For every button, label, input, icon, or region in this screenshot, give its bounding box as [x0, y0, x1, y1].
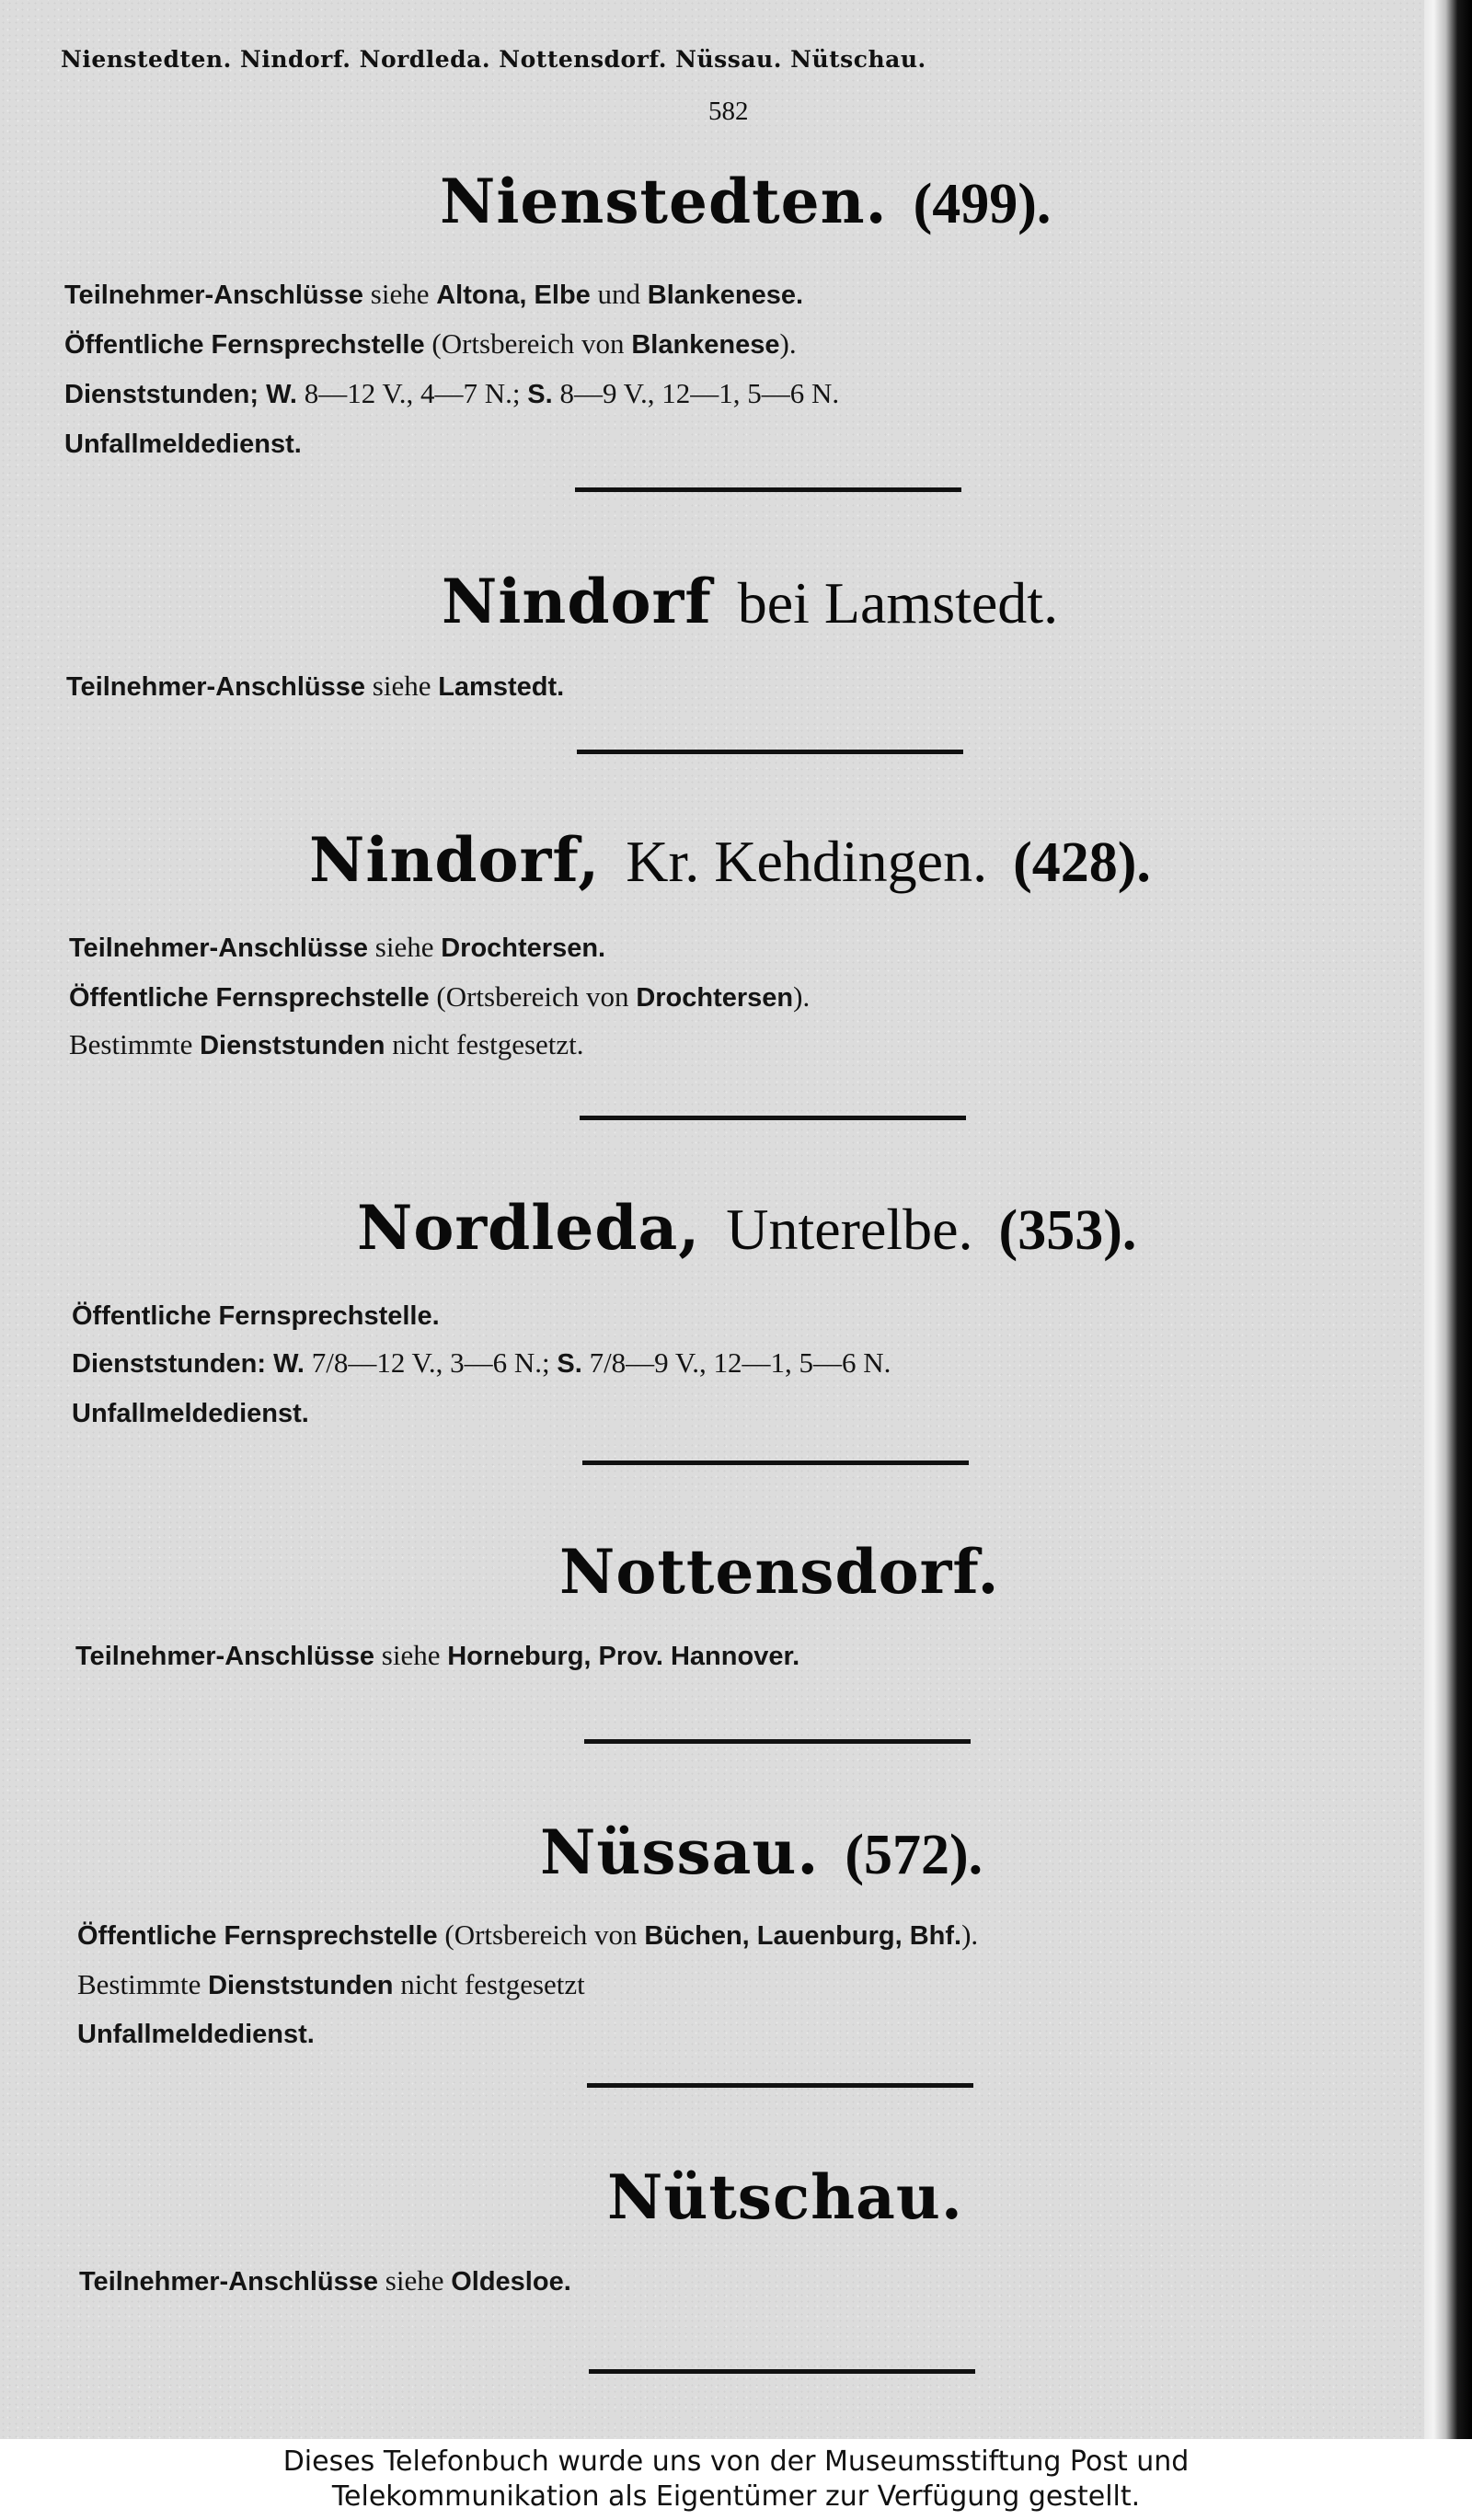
entry-title-nuessau — [540, 1816, 983, 1888]
entry-title-nordleda — [357, 1192, 1136, 1264]
line-bold: Dienststunden: W. — [72, 1349, 305, 1379]
line-bold: S. — [527, 380, 553, 409]
line-normal: (Ortsbereich von — [437, 1919, 645, 1951]
entry-line — [75, 1639, 799, 1672]
entry-place: Nütschau. — [607, 2161, 963, 2233]
entry-line — [69, 980, 810, 1014]
line-normal: und — [590, 278, 648, 310]
line-bold: Horneburg, Prov. Hannover. — [447, 1642, 800, 1671]
section-divider — [577, 750, 963, 754]
line-bold: Lamstedt. — [438, 672, 565, 702]
line-bold: Blankenese — [631, 330, 780, 360]
line-bold: Unfallmeldedienst. — [72, 1399, 309, 1428]
entry-district: Kr. Kehdingen. — [626, 829, 988, 894]
entry-line — [77, 1919, 978, 1952]
entry-place: Nottensdorf. — [559, 1536, 1000, 1608]
entry-title-nindorf-lamstedt — [442, 566, 1058, 637]
section-divider — [575, 487, 961, 492]
entry-title-nottensdorf — [559, 1536, 999, 1608]
line-bold: Teilnehmer-Anschlüsse — [66, 672, 366, 702]
section-divider — [587, 2083, 973, 2088]
entry-line — [79, 2264, 571, 2297]
entry-place: Nindorf — [442, 566, 712, 637]
entry-district: bei Lamstedt. — [737, 570, 1059, 636]
line-bold: Öffentliche Fernsprechstelle — [69, 983, 430, 1013]
line-bold: Büchen, Lauenburg, Bhf. — [644, 1921, 962, 1951]
line-bold: Dienststunden; W. — [64, 380, 297, 409]
line-bold: Oldesloe. — [451, 2267, 571, 2297]
line-bold: Altona, Elbe — [436, 281, 591, 310]
line-bold: Teilnehmer-Anschlüsse — [75, 1642, 375, 1671]
entry-line — [69, 1028, 584, 1061]
page-number: 582 — [708, 97, 749, 126]
entry-title-nienstedten — [440, 166, 1051, 237]
line-normal: ). — [793, 980, 811, 1013]
line-bold: Drochtersen — [636, 983, 794, 1013]
entry-line — [77, 2017, 315, 2050]
entry-place: Nüssau. — [540, 1816, 820, 1888]
line-bold: S. — [557, 1349, 582, 1379]
line-normal: nicht festgesetzt. — [385, 1028, 584, 1060]
line-bold: Teilnehmer-Anschlüsse — [64, 281, 364, 310]
line-bold: Teilnehmer-Anschlüsse — [79, 2267, 379, 2297]
line-normal: 7/8—12 V., 3—6 N.; — [304, 1346, 558, 1379]
entry-line — [64, 377, 839, 410]
line-bold: Öffentliche Fernsprechstelle — [64, 330, 425, 360]
line-bold: Dienststunden — [208, 1971, 394, 2000]
entry-line — [69, 931, 605, 964]
line-bold: Öffentliche Fernsprechstelle. — [72, 1301, 440, 1331]
section-divider — [580, 1116, 966, 1120]
line-normal: siehe — [374, 1639, 448, 1671]
line-normal: (Ortsbereich von — [424, 327, 632, 360]
line-normal: siehe — [378, 2264, 452, 2297]
entry-place: Nordleda, — [357, 1192, 701, 1264]
entry-line — [77, 1968, 585, 2001]
line-normal: ). — [779, 327, 797, 360]
line-normal: siehe — [363, 278, 437, 310]
line-bold: Blankenese. — [647, 281, 804, 310]
footer-credit — [0, 2439, 1472, 2520]
section-divider — [589, 2369, 975, 2374]
entry-line — [64, 278, 803, 311]
line-normal: siehe — [368, 931, 442, 963]
entry-district: Unterelbe. — [726, 1197, 973, 1262]
line-bold: Öffentliche Fernsprechstelle — [77, 1921, 438, 1951]
line-normal: Bestimmte — [69, 1028, 201, 1060]
line-normal: ). — [961, 1919, 979, 1951]
footer-line-1: Dieses Telefonbuch wurde uns von der Museumsstiftung Post und — [282, 2446, 1190, 2478]
section-divider — [584, 1739, 971, 1744]
entry-title-nuetschau — [607, 2161, 963, 2233]
entry-line — [72, 1299, 440, 1332]
page-edge-shadow — [1424, 0, 1472, 2439]
entry-place: Nindorf, — [309, 824, 601, 896]
entry-line — [64, 427, 302, 460]
entry-place: Nienstedten. — [440, 166, 888, 237]
entry-line — [64, 327, 797, 361]
line-normal: 8—9 V., 12—1, 5—6 N. — [552, 377, 840, 409]
footer-line-2: Telekommunikation als Eigentümer zur Verfügung gestellt. — [331, 2480, 1141, 2513]
line-bold: Drochtersen. — [441, 934, 606, 963]
entry-code: (499). — [913, 173, 1052, 235]
line-bold: Unfallmeldedienst. — [64, 430, 302, 459]
entry-line — [72, 1346, 891, 1380]
line-normal: nicht festgesetzt — [393, 1968, 585, 2000]
line-normal: 7/8—9 V., 12—1, 5—6 N. — [581, 1346, 891, 1379]
line-bold: Dienststunden — [200, 1031, 385, 1060]
section-divider — [582, 1460, 969, 1465]
entry-code: (353). — [998, 1199, 1137, 1262]
line-bold: Teilnehmer-Anschlüsse — [69, 934, 369, 963]
entry-title-nindorf-kehdingen — [309, 824, 1151, 896]
entry-line — [72, 1396, 309, 1429]
line-normal: Bestimmte — [77, 1968, 209, 2000]
entry-code: (572). — [845, 1824, 983, 1886]
entry-code: (428). — [1013, 831, 1151, 894]
line-normal: 8—12 V., 4—7 N.; — [296, 377, 528, 409]
entry-line — [66, 670, 564, 703]
line-normal: (Ortsbereich von — [429, 980, 637, 1013]
line-bold: Unfallmeldedienst. — [77, 2020, 315, 2049]
line-normal: siehe — [365, 670, 439, 702]
running-head: Nienstedten. Nindorf. Nordleda. Nottensdorf. Nüssau. Nütschau. — [61, 46, 926, 73]
